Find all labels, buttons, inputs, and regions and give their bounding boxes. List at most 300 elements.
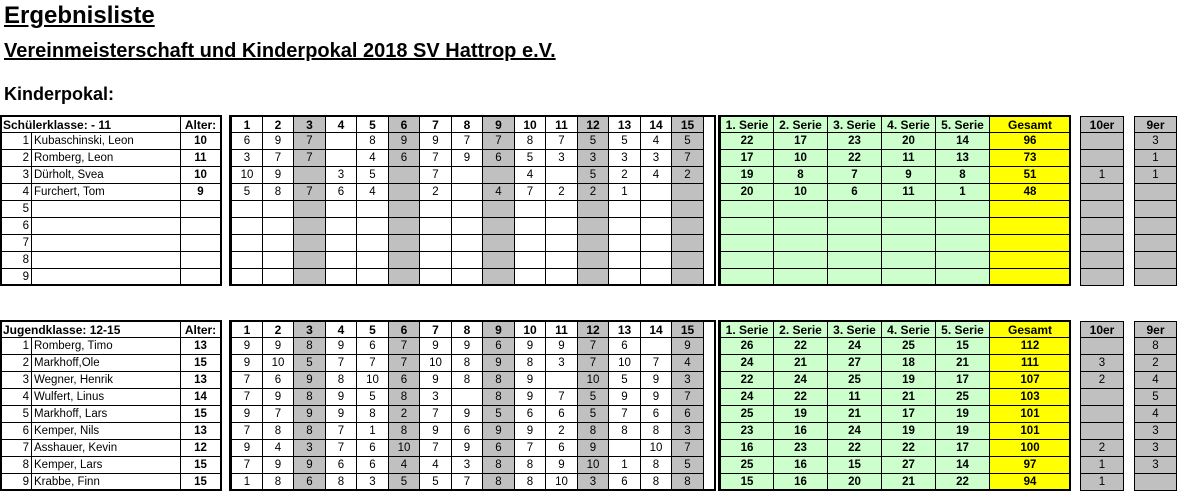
shot-header: 3 — [294, 321, 326, 338]
shot-score — [452, 269, 483, 286]
shot-score: 7 — [231, 423, 263, 440]
shot-header: 8 — [452, 116, 483, 133]
row-number: 1 — [0, 338, 32, 355]
total-score: 111 — [990, 355, 1071, 372]
total-score — [990, 269, 1071, 286]
series-score — [720, 201, 774, 218]
shot-score: 9 — [483, 423, 515, 440]
shot-score: 2 — [672, 167, 704, 184]
nines-count: 8 — [1134, 338, 1177, 355]
series-score: 22 — [720, 372, 774, 389]
series-score: 6 — [828, 184, 882, 201]
series-score: 24 — [774, 372, 828, 389]
series-score: 19 — [882, 372, 936, 389]
shot-header: 14 — [641, 321, 672, 338]
shot-score: 9 — [326, 389, 357, 406]
shot-score — [609, 235, 641, 252]
total-header: Gesamt — [990, 116, 1071, 133]
shot-score — [515, 201, 546, 218]
shot-score — [641, 218, 672, 235]
shot-score: 7 — [389, 338, 420, 355]
series-score: 9 — [882, 167, 936, 184]
shot-score — [263, 201, 294, 218]
shot-score: 10 — [420, 355, 452, 372]
shot-score: 6 — [672, 406, 704, 423]
shot-score: 5 — [672, 457, 704, 474]
shot-score: 6 — [483, 440, 515, 457]
shot-score: 6 — [326, 184, 357, 201]
nines-count — [1134, 269, 1177, 286]
shot-score: 7 — [231, 389, 263, 406]
shot-score: 5 — [357, 389, 389, 406]
series-header: 2. Serie — [774, 116, 828, 133]
shot-score: 6 — [357, 338, 389, 355]
shot-score — [578, 269, 609, 286]
shot-score — [294, 252, 326, 269]
shot-score: 5 — [515, 150, 546, 167]
shot-score: 7 — [357, 355, 389, 372]
shot-score: 6 — [357, 440, 389, 457]
series-score: 16 — [774, 457, 828, 474]
series-score — [882, 252, 936, 269]
shot-score — [389, 252, 420, 269]
shot-score: 10 — [231, 167, 263, 184]
shot-score: 5 — [609, 372, 641, 389]
series-score: 22 — [828, 150, 882, 167]
shooter-name: Kubaschinski, Leon — [32, 133, 181, 150]
shot-score: 9 — [672, 338, 704, 355]
series-header: 3. Serie — [828, 321, 882, 338]
series-score — [720, 218, 774, 235]
series-score: 25 — [828, 372, 882, 389]
shot-score: 5 — [578, 406, 609, 423]
series-score — [774, 218, 828, 235]
shooter-name — [32, 252, 181, 269]
total-score: 73 — [990, 150, 1071, 167]
series-score: 16 — [774, 474, 828, 491]
shooter-age: 15 — [181, 457, 221, 474]
shot-score — [231, 269, 263, 286]
tens-count: 3 — [1080, 355, 1124, 372]
series-score: 21 — [936, 355, 990, 372]
row-number: 7 — [0, 440, 32, 457]
shot-score: 6 — [609, 474, 641, 491]
shot-score: 9 — [231, 440, 263, 457]
shot-score — [578, 218, 609, 235]
shot-score — [389, 218, 420, 235]
total-score — [990, 252, 1071, 269]
shot-score: 6 — [483, 338, 515, 355]
shot-score — [294, 167, 326, 184]
shot-score: 5 — [483, 406, 515, 423]
shot-score: 9 — [515, 389, 546, 406]
page-title: Ergebnisliste — [4, 2, 155, 29]
shot-score — [672, 252, 704, 269]
row-number: 2 — [0, 355, 32, 372]
shot-score: 7 — [326, 440, 357, 457]
shot-header: 10 — [515, 116, 546, 133]
row-number: 7 — [0, 235, 32, 252]
shot-score — [452, 389, 483, 406]
row-number: 3 — [0, 167, 32, 184]
shot-score — [452, 201, 483, 218]
shot-score: 7 — [578, 338, 609, 355]
shot-score: 8 — [641, 457, 672, 474]
series-score: 21 — [882, 474, 936, 491]
shot-header: 2 — [263, 321, 294, 338]
shot-score: 6 — [326, 457, 357, 474]
shot-score: 7 — [546, 133, 578, 150]
shot-header: 13 — [609, 321, 641, 338]
shot-score: 4 — [357, 184, 389, 201]
shot-score: 3 — [578, 150, 609, 167]
shot-score — [609, 218, 641, 235]
shot-score: 8 — [515, 474, 546, 491]
row-number: 6 — [0, 423, 32, 440]
shot-header: 13 — [609, 116, 641, 133]
shot-score: 8 — [294, 389, 326, 406]
shot-score — [546, 201, 578, 218]
shot-score: 5 — [231, 184, 263, 201]
shot-score: 4 — [672, 355, 704, 372]
shot-score: 9 — [263, 338, 294, 355]
shot-score: 9 — [452, 338, 483, 355]
series-score: 25 — [720, 457, 774, 474]
page-subtitle: Vereinmeisterschaft und Kinderpokal 2018 SV Hattrop e.V. — [4, 40, 556, 62]
shot-score — [231, 252, 263, 269]
nines-count: 2 — [1134, 355, 1177, 372]
shot-score: 9 — [515, 338, 546, 355]
shot-score: 1 — [231, 474, 263, 491]
total-score: 51 — [990, 167, 1071, 184]
shot-score: 6 — [231, 133, 263, 150]
series-header: 1. Serie — [720, 116, 774, 133]
shot-header: 1 — [231, 321, 263, 338]
class-label: Schülerklasse: - 11 — [0, 116, 181, 133]
total-header: Gesamt — [990, 321, 1071, 338]
shot-score — [420, 201, 452, 218]
shot-score: 3 — [546, 150, 578, 167]
shot-score — [294, 218, 326, 235]
nines-header: 9er — [1134, 321, 1177, 338]
shot-score: 3 — [546, 355, 578, 372]
tens-count: 2 — [1080, 440, 1124, 457]
series-score: 19 — [936, 423, 990, 440]
series-score: 15 — [936, 338, 990, 355]
shot-score — [546, 372, 578, 389]
shot-score: 8 — [326, 372, 357, 389]
series-score: 14 — [936, 457, 990, 474]
shot-score: 8 — [515, 355, 546, 372]
row-number: 1 — [0, 133, 32, 150]
nines-count: 5 — [1134, 389, 1177, 406]
shot-header: 7 — [420, 116, 452, 133]
shot-header: 6 — [389, 116, 420, 133]
total-score: 103 — [990, 389, 1071, 406]
shot-score: 6 — [546, 440, 578, 457]
shot-header: 12 — [578, 321, 609, 338]
series-score — [720, 269, 774, 286]
nines-count: 3 — [1134, 423, 1177, 440]
shot-score — [515, 269, 546, 286]
series-score — [882, 269, 936, 286]
shot-score: 4 — [483, 184, 515, 201]
shooter-name: Kemper, Nils — [32, 423, 181, 440]
shooter-age: 15 — [181, 406, 221, 423]
shooter-name: Krabbe, Finn — [32, 474, 181, 491]
series-score: 26 — [720, 338, 774, 355]
shot-score — [326, 150, 357, 167]
shot-score — [672, 235, 704, 252]
shot-score: 4 — [357, 150, 389, 167]
shot-score — [452, 252, 483, 269]
shot-score: 9 — [420, 372, 452, 389]
row-number: 2 — [0, 150, 32, 167]
shot-score: 8 — [483, 474, 515, 491]
shot-score: 7 — [672, 150, 704, 167]
shot-score: 9 — [420, 338, 452, 355]
shot-score: 7 — [231, 457, 263, 474]
shot-score — [231, 235, 263, 252]
series-score — [774, 201, 828, 218]
total-score: 107 — [990, 372, 1071, 389]
shot-score: 7 — [546, 389, 578, 406]
series-score: 11 — [882, 184, 936, 201]
shot-score: 3 — [326, 167, 357, 184]
total-score: 100 — [990, 440, 1071, 457]
tens-count — [1080, 389, 1124, 406]
series-score: 24 — [720, 389, 774, 406]
series-score: 10 — [774, 150, 828, 167]
shot-score: 9 — [263, 457, 294, 474]
series-score: 1 — [936, 184, 990, 201]
series-score: 21 — [774, 355, 828, 372]
tens-count: 1 — [1080, 167, 1124, 184]
shot-score: 5 — [578, 389, 609, 406]
series-score: 19 — [720, 167, 774, 184]
shot-score: 6 — [641, 406, 672, 423]
shot-score: 7 — [609, 406, 641, 423]
shot-score: 1 — [609, 184, 641, 201]
shot-score — [546, 235, 578, 252]
nines-count: 3 — [1134, 457, 1177, 474]
shot-score — [452, 218, 483, 235]
shot-score: 4 — [420, 457, 452, 474]
shooter-name: Asshauer, Kevin — [32, 440, 181, 457]
tens-count — [1080, 184, 1124, 201]
shot-score: 7 — [420, 150, 452, 167]
shooter-name: Romberg, Timo — [32, 338, 181, 355]
shot-score: 6 — [357, 457, 389, 474]
shooter-name: Furchert, Tom — [32, 184, 181, 201]
shooter-age: 15 — [181, 474, 221, 491]
nines-header: 9er — [1134, 116, 1177, 133]
series-score — [828, 235, 882, 252]
shot-score: 10 — [641, 440, 672, 457]
shot-score: 9 — [578, 440, 609, 457]
shot-score — [452, 184, 483, 201]
shot-score — [483, 252, 515, 269]
shot-score — [357, 218, 389, 235]
total-score: 101 — [990, 423, 1071, 440]
total-score: 94 — [990, 474, 1071, 491]
shot-score — [609, 201, 641, 218]
shot-score — [326, 133, 357, 150]
tens-count — [1080, 133, 1124, 150]
shot-score: 9 — [263, 167, 294, 184]
shot-score: 8 — [326, 474, 357, 491]
series-score — [774, 235, 828, 252]
series-score: 22 — [720, 133, 774, 150]
tens-count — [1080, 252, 1124, 269]
shot-score — [389, 235, 420, 252]
shot-score: 7 — [263, 406, 294, 423]
shot-score: 8 — [389, 423, 420, 440]
shooter-age: 9 — [181, 184, 221, 201]
shot-score: 5 — [389, 474, 420, 491]
shot-score — [546, 252, 578, 269]
shot-score: 5 — [609, 133, 641, 150]
shot-score: 9 — [483, 355, 515, 372]
shot-score: 7 — [294, 150, 326, 167]
shot-score — [515, 252, 546, 269]
series-score: 15 — [828, 457, 882, 474]
shot-score: 9 — [515, 423, 546, 440]
shot-score — [641, 338, 672, 355]
shot-score: 4 — [641, 167, 672, 184]
series-score: 16 — [774, 423, 828, 440]
series-score — [828, 218, 882, 235]
shot-score — [483, 167, 515, 184]
series-score — [936, 201, 990, 218]
shot-header: 15 — [672, 321, 704, 338]
series-header: 4. Serie — [882, 116, 936, 133]
shot-score: 2 — [609, 167, 641, 184]
shot-score: 9 — [294, 406, 326, 423]
shot-score: 10 — [357, 372, 389, 389]
series-score — [882, 235, 936, 252]
shot-score: 2 — [578, 184, 609, 201]
series-score: 25 — [882, 338, 936, 355]
series-score — [828, 201, 882, 218]
shot-header: 5 — [357, 116, 389, 133]
series-score — [936, 218, 990, 235]
series-score: 11 — [828, 389, 882, 406]
shot-score: 7 — [578, 355, 609, 372]
shot-score: 2 — [546, 184, 578, 201]
shot-score — [326, 218, 357, 235]
shot-score: 9 — [231, 355, 263, 372]
shooter-age — [181, 269, 221, 286]
tens-count — [1080, 423, 1124, 440]
shooter-age — [181, 218, 221, 235]
series-header: 4. Serie — [882, 321, 936, 338]
shot-score: 7 — [515, 184, 546, 201]
shot-score: 8 — [641, 423, 672, 440]
nines-count: 3 — [1134, 440, 1177, 457]
shooter-name — [32, 218, 181, 235]
shot-score: 9 — [609, 389, 641, 406]
shot-header: 4 — [326, 321, 357, 338]
series-score: 11 — [882, 150, 936, 167]
shot-score: 5 — [578, 133, 609, 150]
series-score — [882, 201, 936, 218]
age-header: Alter: — [181, 321, 221, 338]
shot-score — [672, 201, 704, 218]
shot-score: 6 — [263, 372, 294, 389]
series-score: 19 — [882, 423, 936, 440]
shot-score — [641, 201, 672, 218]
shot-score: 1 — [357, 423, 389, 440]
shot-score — [609, 440, 641, 457]
series-header: 3. Serie — [828, 116, 882, 133]
tens-count: 2 — [1080, 372, 1124, 389]
shot-score — [452, 235, 483, 252]
shot-score — [609, 252, 641, 269]
series-score: 22 — [828, 440, 882, 457]
series-score: 16 — [720, 440, 774, 457]
shot-score: 5 — [672, 133, 704, 150]
series-score: 14 — [936, 133, 990, 150]
shot-score: 8 — [483, 372, 515, 389]
nines-count: 4 — [1134, 406, 1177, 423]
row-number: 5 — [0, 201, 32, 218]
shooter-name: Dürholt, Svea — [32, 167, 181, 184]
shot-score: 3 — [420, 389, 452, 406]
shot-score: 8 — [263, 184, 294, 201]
shot-score: 9 — [326, 338, 357, 355]
shot-score: 10 — [546, 474, 578, 491]
series-header: 5. Serie — [936, 116, 990, 133]
shooter-age: 12 — [181, 440, 221, 457]
shot-score: 9 — [420, 133, 452, 150]
shot-header: 6 — [389, 321, 420, 338]
shot-score: 5 — [420, 474, 452, 491]
shot-header: 4 — [326, 116, 357, 133]
shot-score — [578, 201, 609, 218]
shot-score: 2 — [546, 423, 578, 440]
series-score: 17 — [720, 150, 774, 167]
shot-score: 7 — [515, 440, 546, 457]
shooter-age: 15 — [181, 355, 221, 372]
shot-score: 8 — [578, 423, 609, 440]
shot-score — [672, 218, 704, 235]
shooter-name — [32, 201, 181, 218]
series-score — [936, 252, 990, 269]
total-score: 97 — [990, 457, 1071, 474]
shot-score: 7 — [420, 167, 452, 184]
series-header: 2. Serie — [774, 321, 828, 338]
nines-count: 1 — [1134, 150, 1177, 167]
shot-score: 6 — [483, 150, 515, 167]
shot-score: 7 — [452, 474, 483, 491]
tens-count — [1080, 218, 1124, 235]
series-score: 17 — [774, 133, 828, 150]
shot-score — [357, 201, 389, 218]
shooter-age: 13 — [181, 423, 221, 440]
shooter-age — [181, 252, 221, 269]
row-number: 3 — [0, 372, 32, 389]
series-score: 19 — [936, 406, 990, 423]
shot-score — [609, 269, 641, 286]
total-score: 96 — [990, 133, 1071, 150]
tens-count: 1 — [1080, 457, 1124, 474]
shot-score — [483, 218, 515, 235]
shot-score: 3 — [672, 423, 704, 440]
shot-score: 8 — [515, 457, 546, 474]
shot-score — [263, 269, 294, 286]
shot-score: 9 — [294, 457, 326, 474]
